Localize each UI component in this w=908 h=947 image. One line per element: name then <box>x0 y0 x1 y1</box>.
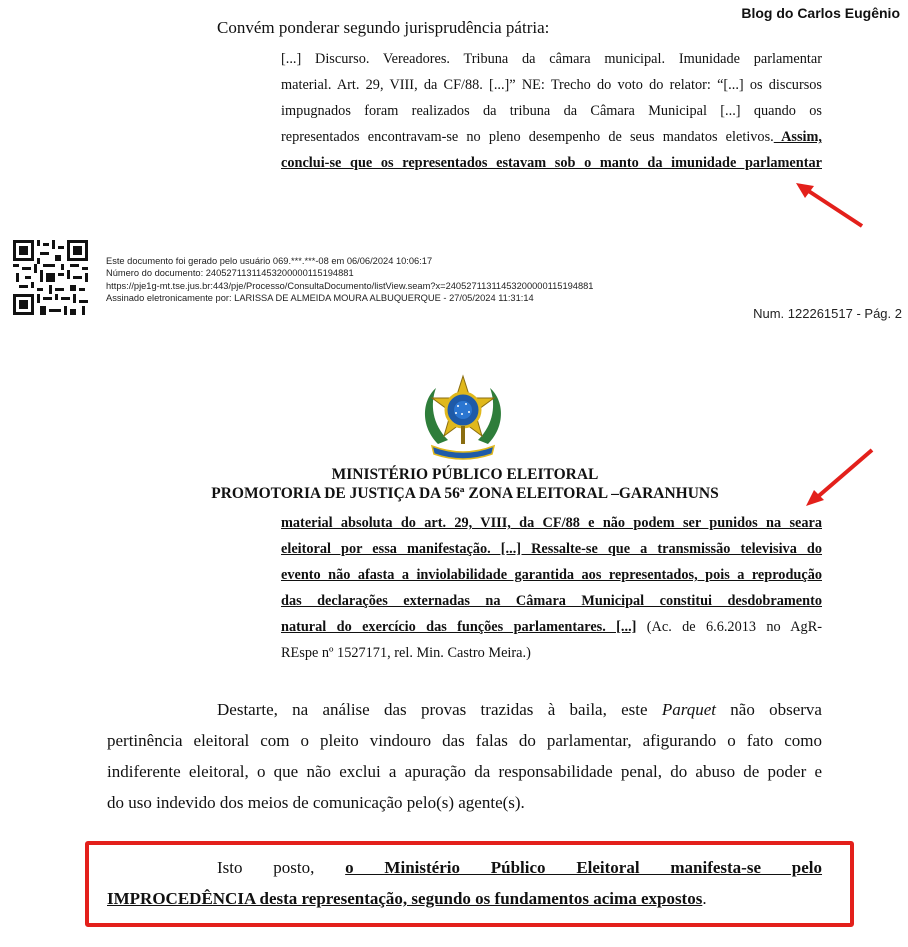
paragraph-line: Destarte, na análise das provas trazidas à baila, este Parquet não observa <box>217 700 822 719</box>
quote-line: REspe nº 1527171, rel. Min. Castro Meira.) <box>281 645 531 661</box>
electronic-signature-footer <box>106 255 593 305</box>
jurisprudence-quote-top <box>281 46 822 176</box>
paragraph-line: do uso indevido dos meios de comunicação pelo(s) agente(s). <box>107 793 525 812</box>
quote-line: impugnados foram realizados da tribuna da Câmara Municipal [...] quando os <box>281 103 822 119</box>
quote-line-emphasis: conclui-se que os representados estavam sob o manto da imunidade parlamentar <box>281 155 822 171</box>
quote-line-emphasis: eleitoral por essa manifestação. [...] Ressalte-se que a transmissão televisiva do <box>281 541 822 557</box>
red-arrow-annotation <box>790 178 870 233</box>
header-department: PROMOTORIA DE JUSTIÇA DA 56ª ZONA ELEITORAL –GARANHUNS <box>211 485 719 502</box>
emphasis-text: Assim, <box>773 129 822 145</box>
footer-document-number: Número do documento: 24052711311453200000115194881 <box>106 268 354 279</box>
italic-term: Parquet <box>661 700 716 719</box>
page-number: Num. 122261517 - Pág. 2 <box>753 306 902 321</box>
quote-line: material. Art. 29, VIII, da CF/88. [...]” NE: Trecho do voto do relator: “[...] os discursos <box>281 77 822 93</box>
paragraph-line: pertinência eleitoral com o pleito vindouro das falas do parlamentar, afigurando o fato como <box>107 731 822 750</box>
footer-signature: Assinado eletronicamente por: LARISSA DE ALMEIDA MOURA ALBUQUERQUE - 27/05/2024 11:31:14 <box>106 293 534 304</box>
conclusion-emphasis: o Ministério Público Eleitoral manifesta-se pelo <box>345 858 823 877</box>
analysis-paragraph <box>107 694 822 818</box>
paragraph-line: IMPROCEDÊNCIA desta representação, segundo os fundamentos acima expostos. <box>107 889 707 908</box>
quote-line-emphasis: das declarações externadas na Câmara Municipal constitui desdobramento <box>281 593 822 609</box>
qr-code <box>13 240 88 315</box>
paragraph-line: Isto posto, o Ministério Público Eleitoral manifesta-se pelo <box>217 858 823 877</box>
quote-line: representados encontravam-se no pleno desempenho de seus mandatos eletivos. Assim, <box>281 129 822 145</box>
quote-line: natural do exercício das funções parlamentares. [...] (Ac. de 6.6.2013 no AgR- <box>281 619 822 635</box>
conclusion-emphasis: IMPROCEDÊNCIA desta representação, segundo os fundamentos acima expostos <box>107 889 703 908</box>
quote-line-emphasis: evento não afasta a inviolabilidade garantida aos representados, pois a reprodução <box>281 567 822 583</box>
intro-sentence: Convém ponderar segundo jurisprudência pátria: <box>217 18 550 37</box>
brazil-coat-of-arms-icon <box>418 374 508 466</box>
quote-line: [...] Discurso. Vereadores. Tribuna da câmara municipal. Imunidade parlamentar <box>281 51 822 67</box>
header-institution: MINISTÉRIO PÚBLICO ELEITORAL <box>331 466 599 483</box>
conclusion-paragraph <box>107 852 822 914</box>
blog-watermark: Blog do Carlos Eugênio <box>741 5 900 21</box>
paragraph-line: indiferente eleitoral, o que não exclui a apuração da responsabilidade penal, do abuso de poder e <box>107 762 822 781</box>
quote-line-emphasis: material absoluta do art. 29, VIII, da CF/88 e não podem ser punidos na seara <box>281 515 822 531</box>
jurisprudence-quote-continued <box>281 510 822 666</box>
footer-generated-line: Este documento foi gerado pelo usuário 069.***.***-08 em 06/06/2024 10:06:17 <box>106 256 433 266</box>
footer-url[interactable]: https://pje1g-mt.tse.jus.br:443/pje/Processo/ConsultaDocumento/listView.seam?x=24052711311453200000115194881 <box>106 280 594 291</box>
